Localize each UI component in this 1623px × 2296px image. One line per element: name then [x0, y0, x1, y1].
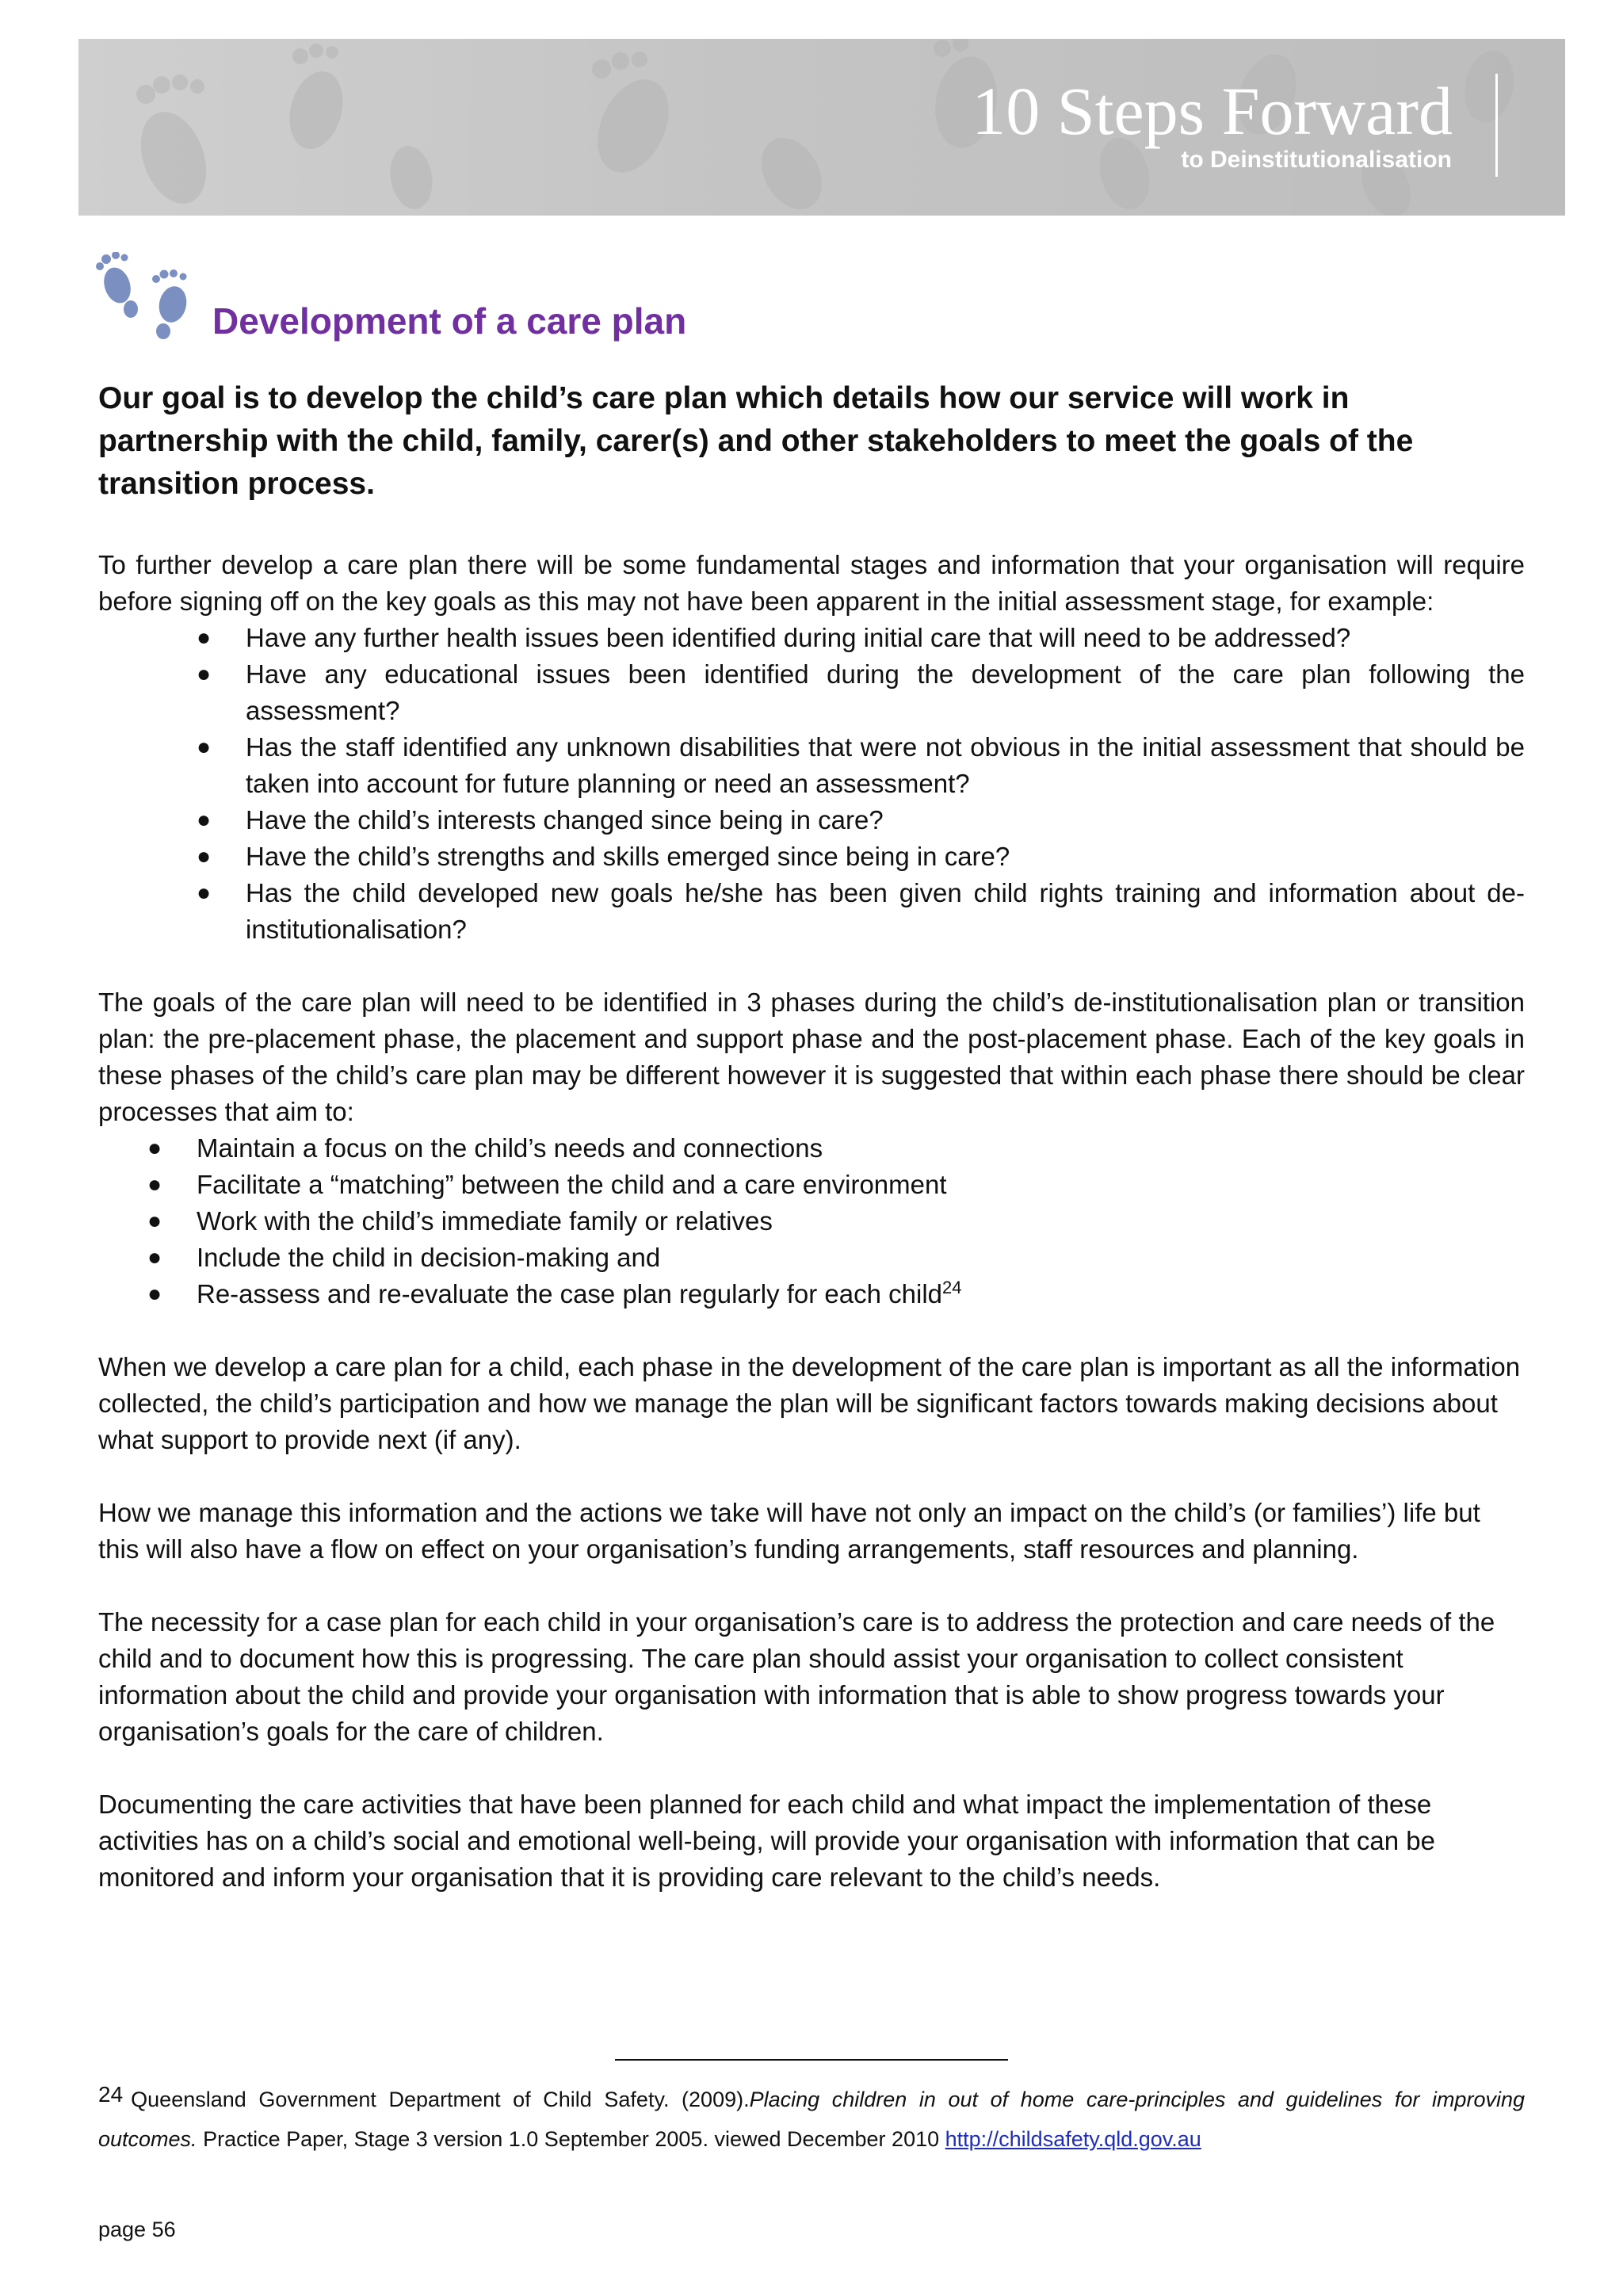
footnote-source: Queensland Government Department of Child Safety. (2009).	[131, 2088, 750, 2111]
bullet-icon: ●	[147, 1171, 162, 1198]
list-item: ● Have any further health issues been identified during initial care that will need to be addressed?	[98, 620, 1525, 656]
list-item: ● Maintain a focus on the child’s needs and connections	[98, 1130, 1525, 1167]
page-number: page 56	[98, 2218, 176, 2241]
list-item: ● Re-assess and re-evaluate the case plan regularly for each child$^{24}$	[98, 1276, 1525, 1312]
footnote-reference[interactable]: 24	[942, 1278, 962, 1297]
header-banner	[78, 39, 1565, 216]
bullet-icon: ●	[197, 734, 212, 760]
list-item: ● Has the staff identified any unknown disabilities that were not obvious in the initial assessment that should be taken into account for future planning or need an assessment?	[98, 729, 1525, 802]
bullet-icon: ●	[147, 1244, 162, 1270]
list-item: ● Include the child in decision-making and	[98, 1240, 1525, 1276]
bullet-icon: ●	[147, 1281, 162, 1307]
footnote-title: Placing children in out of home care-principles and guidelines for improving outcomes.	[98, 2088, 1525, 2151]
list-item: ● Have any educational issues been identified during the development of the care plan following the assessment?	[98, 656, 1525, 729]
body-content	[98, 547, 1525, 1896]
section-heading: Development of a care plan	[212, 300, 687, 342]
intro-paragraph: To further develop a care plan there will be some fundamental stages and information that your organisation will require before signing off on the key goals as this may not have been apparent in the initial assessment stage, for example:	[98, 550, 1525, 616]
necessity-paragraph: The necessity for a case plan for each child in your organisation’s care is to address the protection and care needs of the child and to document how this is progressing. The care plan should assist your organisation to collect consistent information about the child and provide your organisation with information that is able to show progress towards your organisation’s goals for the care of children.	[98, 1607, 1495, 1746]
footnote-number: 24	[98, 2082, 124, 2107]
bullet-icon: ●	[147, 1208, 162, 1234]
aims-list	[98, 1130, 1525, 1312]
phases-paragraph: The goals of the care plan will need to be identified in 3 phases during the child’s de-institutionalisation plan or transition plan: the pre-placement phase, the placement and support phase and the post-placement phase. Each of the key goals in these phases of the child’s care plan may be different however it is suggested that within each phase there should be clear processes that aim to:	[98, 988, 1525, 1126]
bullet-icon: ●	[197, 661, 212, 687]
list-item: ● Work with the child’s immediate family or relatives	[98, 1203, 1525, 1240]
questions-list	[98, 620, 1525, 948]
goal-statement: Our goal is to develop the child’s care plan which details how our service will work in partnership with the child, family, carer(s) and other stakeholders to meet the goals of the transition process.	[98, 381, 1414, 501]
list-item: ● Have the child’s strengths and skills emerged since being in care?	[98, 839, 1525, 875]
documenting-paragraph: Documenting the care activities that have been planned for each child and what impact the implementation of these activities has on a child’s social and emotional well-being, will provide your organisation with information that can be monitored and inform your organisation that it is providing care relevant to the child’s needs.	[98, 1790, 1435, 1892]
bullet-icon: ●	[147, 1135, 162, 1161]
footnote-details: Practice Paper, Stage 3 version 1.0 September 2005. viewed December 2010	[197, 2127, 945, 2151]
banner-title: 10 Steps Forward	[972, 73, 1453, 149]
footnote	[98, 2075, 1525, 2159]
bullet-icon: ●	[197, 880, 212, 906]
list-item: ● Have the child’s interests changed since being in care?	[98, 802, 1525, 839]
bullet-icon: ●	[197, 625, 212, 651]
list-item: ● Has the child developed new goals he/she has been given child rights training and information about de-institutionalisation?	[98, 875, 1525, 948]
footprints-icon	[94, 252, 200, 341]
footnote-divider	[615, 2059, 1008, 2061]
bullet-icon: ●	[197, 807, 212, 833]
footnote-link[interactable]: http://childsafety.qld.gov.au	[945, 2127, 1201, 2151]
banner-divider	[1495, 74, 1498, 177]
develop-paragraph: When we develop a care plan for a child, each phase in the development of the care plan is important as all the information collected, the child’s participation and how we manage the plan will be significant factors towards making decisions about what support to provide next (if any).	[98, 1352, 1521, 1454]
bullet-icon: ●	[197, 843, 212, 869]
banner-subtitle: to Deinstitutionalisation	[1181, 147, 1452, 173]
manage-paragraph: How we manage this information and the actions we take will have not only an impact on the child’s (or families’) life but this will also have a flow on effect on your organisation’s funding arrangements, staff resources and planning.	[98, 1498, 1480, 1564]
list-item: ● Facilitate a “matching” between the child and a care environment	[98, 1167, 1525, 1203]
